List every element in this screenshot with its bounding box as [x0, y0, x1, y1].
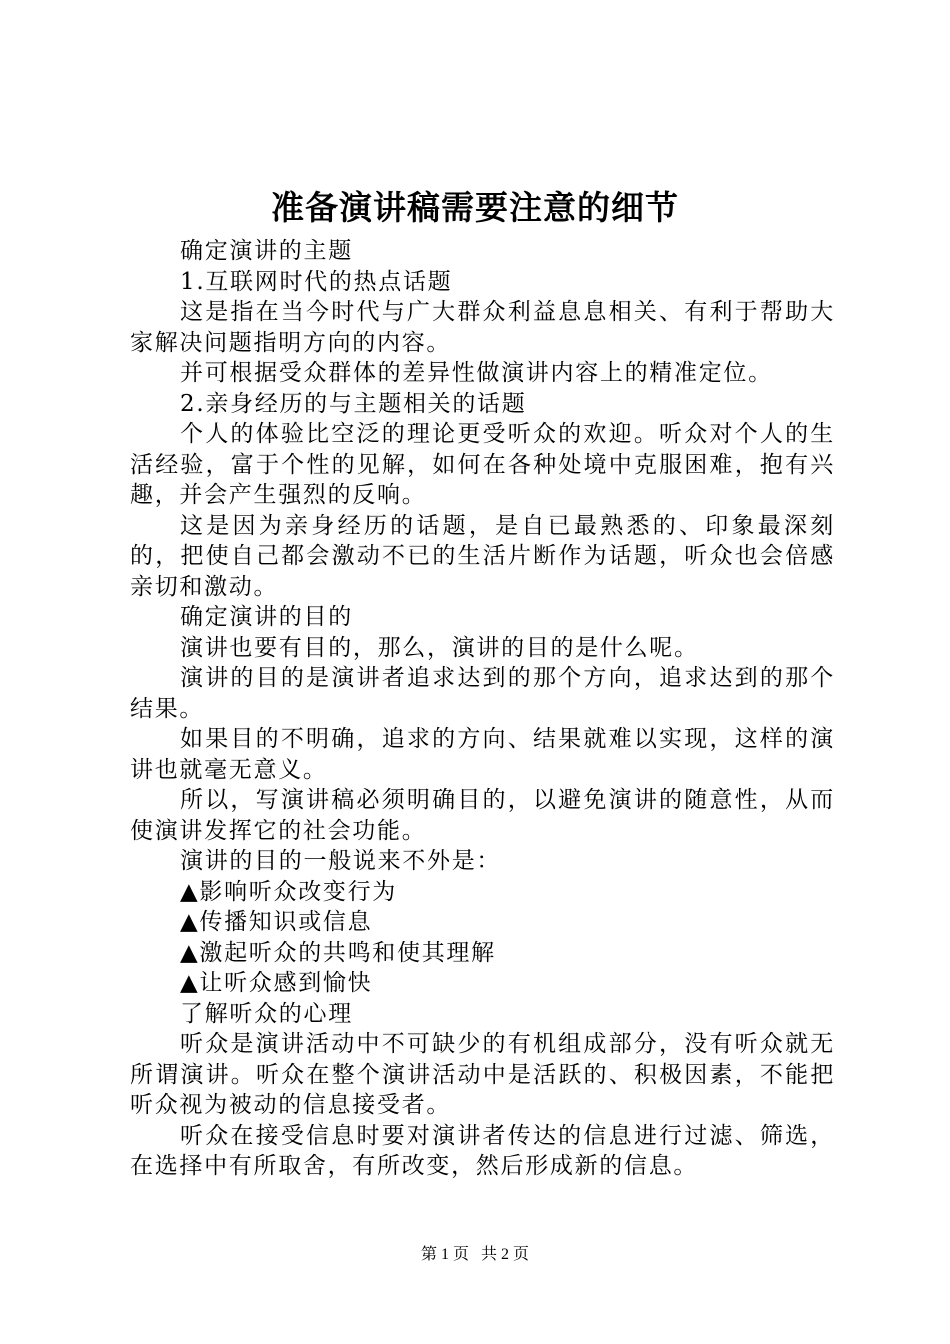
- paragraph-7: 这是因为亲身经历的话题，是自已最熟悉的、印象最深刻的，把使自己都会激动不已的生活片断作为话题，听众也会倍感亲切和激动。: [130, 512, 835, 600]
- paragraph-12: 所以，写演讲稿必须明确目的，以避免演讲的随意性，从而使演讲发挥它的社会功能。: [130, 787, 835, 844]
- paragraph-15: ▲传播知识或信息: [180, 909, 373, 935]
- paragraph-19: 听众是演讲活动中不可缺少的有机组成部分，没有听众就无所谓演讲。听众在整个演讲活动中是活跃的、积极因素，不能把听众视为被动的信息接受者。: [130, 1031, 835, 1118]
- document-body: [130, 236, 835, 1182]
- paragraph-3: 这是指在当今时代与广大群众利益息息相关、有利于帮助大家解决问题指明方向的内容。: [130, 299, 835, 356]
- page-footer: [0, 1244, 950, 1266]
- paragraph-18: 了解听众的心理: [180, 1000, 353, 1027]
- paragraph-17: ▲让听众感到愉快: [180, 970, 373, 996]
- paragraph-10: 演讲的目的是演讲者追求达到的那个方向，追求达到的那个结果。: [130, 665, 835, 722]
- paragraph-13: 演讲的目的一般说来不外是：: [180, 848, 502, 874]
- paragraph-4: 并可根据受众群体的差异性做演讲内容上的精准定位。: [180, 360, 773, 386]
- paragraph-20: 听众在接受信息时要对演讲者传达的信息进行过滤、筛选，在选择中有所取舍，有所改变，然后形成新的信息。: [130, 1122, 835, 1179]
- paragraph-6: 个人的体验比空泛的理论更受听众的欢迎。听众对个人的生活经验，富于个性的见解，如何在各种处境中克服困难，抱有兴趣，并会产生强烈的反响。: [130, 421, 835, 508]
- paragraph-8: 确定演讲的目的: [180, 604, 353, 630]
- paragraph-1: 确定演讲的主题: [180, 238, 353, 264]
- paragraph-11: 如果目的不明确，追求的方向、结果就难以实现，这样的演讲也就毫无意义。: [130, 726, 835, 783]
- paragraph-5: 2.亲身经历的与主题相关的话题: [180, 390, 527, 417]
- paragraph-2: 1.互联网时代的热点话题: [180, 268, 453, 295]
- document-title: 准备演讲稿需要注意的细节: [271, 188, 679, 227]
- paragraph-16: ▲激起听众的共鸣和使其理解: [180, 939, 496, 966]
- page-number-label: 第 1 页 共 2 页: [420, 1246, 529, 1263]
- paragraph-9: 演讲也要有目的，那么，演讲的目的是什么呢。: [180, 634, 699, 661]
- paragraph-14: ▲影响听众改变行为: [180, 878, 397, 905]
